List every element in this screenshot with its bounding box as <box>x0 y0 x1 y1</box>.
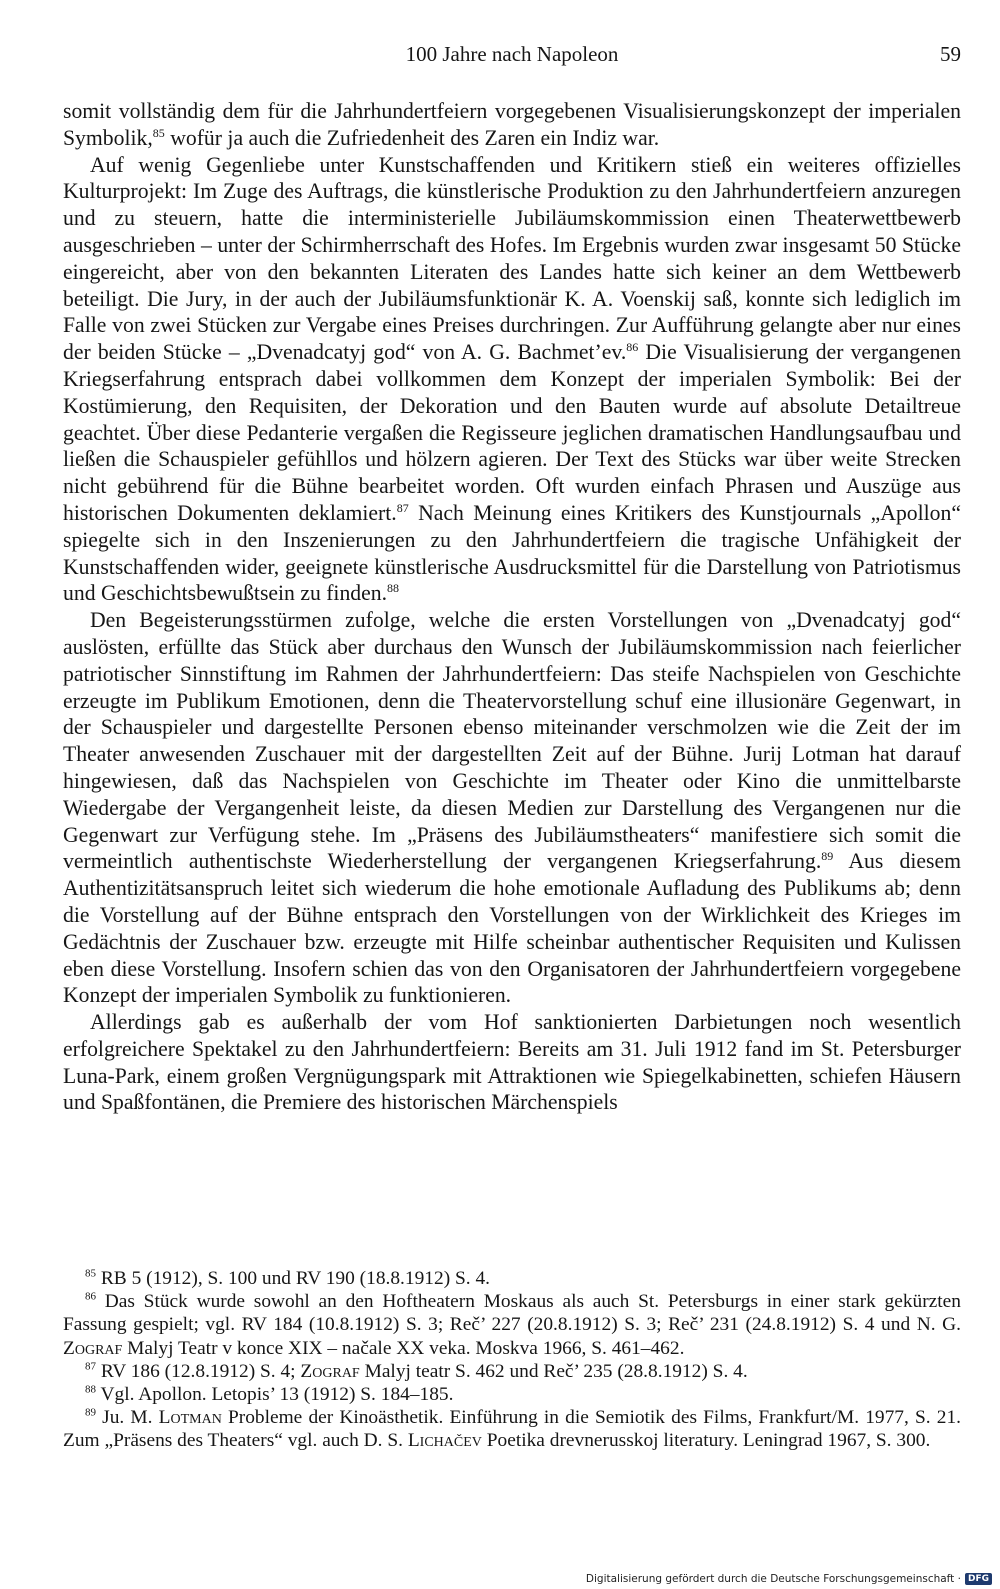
paragraph-3: Den Begeisterungsstürmen zufolge, welche die ersten Vorstellungen von „Dvenadcatyj god“ auslösten, erfüllte das Stück aber durchaus den Wunsch der Jubiläumskommission nach feierlicher patriotischer Sinnstiftung im Rahmen der Jahrhundertfeiern: Das steife Nachspielen von Geschichte erzeugte im Publikum Emotionen, denn die Theatervorstellung schuf eine illusionäre Gegenwart, in der Schauspieler und dargestellte Personen ebenso miteinander verschmolzen wie die Zeit der im Theater anwesenden Zuschauer mit der dargestellten Zeit auf der Bühne. Jurij Lotman hat darauf hingewiesen, daß das Nachspielen von Geschichte im Theater oder Kino die unmittelbarste Wiedergabe der Vergangenheit leiste, da diesen Medien zur Darstellung des Vergangenen nur die Gegenwart zur Verfügung stehe. Im „Präsens des Jubiläumstheaters“ manifestiere sich somit die vermeintlich authentischste Wiederherstellung der vergangenen Kriegserfahrung.$^{89}$ Aus diesem Authentizitätsanspruch leitet sich wiederum die hohe emotionale Aufladung des Publikums ab; denn die Vorstellung auf der Bühne entsprach den Vorstellungen von der Wirklichkeit des Krieges im Gedächtnis der Zuschauer bzw. erzeugte mit Hilfe scheinbar authentischer Requisiten und Kulissen eben diese Vorstellung. Insofern schien das von den Organisatoren der Jahrhundertfeiern vorgegebene Konzept der imperialen Symbolik zu funktionieren. <box>63 608 961 1008</box>
main-text <box>63 98 961 1116</box>
author-name: Lichačev <box>407 1430 482 1452</box>
paragraph-4: Allerdings gab es außerhalb der vom Hof sanktionierten Darbietungen noch wesentlich erfolgreichere Spektakel zu den Jahrhundertfeiern: Bereits am 31. Juli 1912 fand im St. Petersburger Luna-Park, einem großen Vergnügungspark mit Attraktionen wie Spiegelkabinetten, schiefen Häusern und Spaßfontänen, die Premiere des historischen Märchenspiels <box>63 1010 961 1115</box>
running-title: 100 Jahre nach Napoleon <box>405 42 619 66</box>
footnote-ref-86[interactable]: 86 <box>626 339 639 354</box>
footnote-ref-88[interactable]: 88 <box>387 581 400 596</box>
footnote-number: 86 <box>85 1290 96 1303</box>
author-name: Zograf <box>63 1337 123 1359</box>
footnote-number: 89 <box>85 1406 96 1419</box>
footnote-ref-87[interactable]: 87 <box>396 500 409 515</box>
footnote-88: $^{88}$ Vgl. Apollon. Letopis’ 13 (1912) S. 184–185. <box>85 1383 454 1406</box>
author-name: Lotman <box>158 1407 222 1429</box>
footnote-number: 87 <box>85 1360 96 1373</box>
funding-notice <box>586 1573 992 1585</box>
footnote-89: $^{89}$ Ju. M. Lotman Probleme der Kinoästhetik. Einführung in die Semiotik des Films, Frankfurt/M. 1977, S. 21. Zum „Präsens des Theaters“ vgl. auch D. S. Lichačev Poetika drevnerusskoj literatury. Leningrad 1967, S. 300. <box>63 1406 961 1452</box>
dfg-logo: DFG <box>965 1573 992 1585</box>
footnote-number: 88 <box>85 1383 96 1396</box>
footnote-ref-85[interactable]: 85 <box>152 125 165 140</box>
running-head <box>63 42 961 72</box>
author-name: Zograf <box>300 1360 360 1382</box>
page-number: 59 <box>940 42 961 66</box>
footnote-ref-89[interactable]: 89 <box>821 849 834 864</box>
funding-text: Digitalisierung gefördert durch die Deutsche Forschungsgemeinschaft · <box>585 1573 961 1585</box>
footnotes <box>63 1267 961 1453</box>
paragraph-1: somit vollständig dem für die Jahrhundertfeiern vorgegebenen Visualisierungskonzept der imperialen Symbolik,$^{85}$ wofür ja auch die Zufriedenheit des Zaren ein Indiz war. <box>63 99 961 150</box>
footnote-85: $^{85}$ RB 5 (1912), S. 100 und RV 190 (18.8.1912) S. 4. <box>85 1267 491 1289</box>
footnote-86: $^{86}$ Das Stück wurde sowohl an den Hoftheatern Moskaus als auch St. Petersburgs in einer stark gekürzten Fassung gespielt; vgl. RV 184 (10.8.1912) S. 3; Reč’ 227 (20.8.1912) S. 3; Reč’ 231 (24.8.1912) S. 4 und N. G. Zograf Malyj Teatr v konce XIX – načale XX veka. Moskva 1966, S. 461–462. <box>63 1290 961 1359</box>
footnote-87: $^{87}$ RV 186 (12.8.1912) S. 4; Zograf Malyj teatr S. 462 und Reč’ 235 (28.8.1912) S. 4. <box>85 1360 748 1382</box>
paragraph-2: Auf wenig Gegenliebe unter Kunstschaffenden und Kritikern stieß ein weiteres offizielles Kulturprojekt: Im Zuge des Auftrags, die künstlerische Produktion zu den Jahrhundertfeiern anzuregen und zu steuern, hatte die interministerielle Jubiläumskommission einen Theaterwettbewerb ausgeschrieben – unter der Schirmherrschaft des Hofes. Im Ergebnis wurden zwar insgesamt 50 Stücke eingereicht, aber von den bekannten Literaten des Landes hatte sich keiner an dem Wettbewerb beteiligt. Die Jury, in der auch der Jubiläumsfunktionär K. A. Voenskij saß, konnte sich lediglich im Falle von zwei Stücken zur Vergabe eines Preises durchringen. Zur Aufführung gelangte aber nur eines der beiden Stücke – „Dvenadcatyj god“ von A. G. Bachmet’ev.$^{86}$ Die Visualisierung der vergangenen Kriegserfahrung entsprach dabei vollkommen dem Konzept der imperialen Symbolik: Bei der Kostümierung, den Requisiten, der Dekoration und den Bauten wurde auf absolute Detailtreue geachtet. Über diese Pedanterie vergaßen die Regisseure jeglichen dramatischen Handlungsaufbau und ließen die Schauspieler gefühllos und hölzern agieren. Der Text des Stücks war über weite Strecken nicht gebührend für die Bühne bearbeitet worden. Oft wurden einfach Phrasen und Auszüge aus historischen Dokumenten deklamiert.$^{87}$ Nach Meinung eines Kritikers des Kunstjournals „Apollon“ spiegelte sich in den Inszenierungen zu den Jahrhundertfeiern die tragische Unfähigkeit der Kunstschaffenden wider, geeignete künstlerische Ausdrucksmittel für die Darstellung von Patriotismus und Geschichtsbewußtsein zu finden.$^{88}$ <box>63 152 961 606</box>
footnote-number: 85 <box>85 1267 96 1280</box>
